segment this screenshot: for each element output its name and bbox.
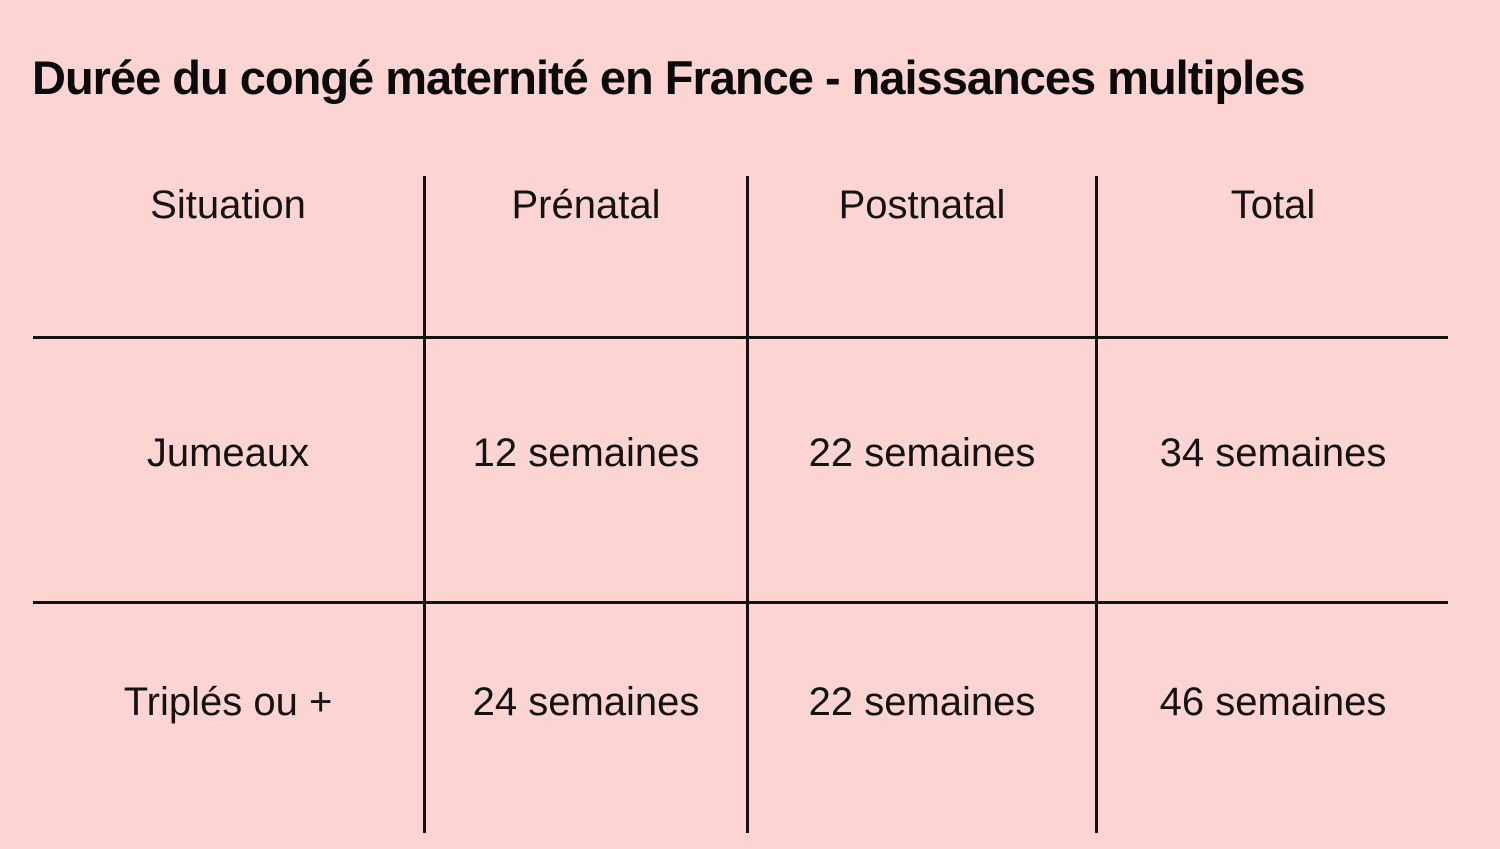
row-triples-total: 46 semaines [1159,679,1387,724]
page-title: Durée du congé maternité en France - naissances multiples [32,51,1305,104]
row-jumeaux-prenatal: 12 semaines [472,430,700,475]
data-row-divider [33,601,1448,604]
row-jumeaux-situation: Jumeaux [146,430,310,475]
row-triples-postnatal: 22 semaines [808,679,1036,724]
row-triples-situation: Triplés ou + [123,679,333,724]
row-jumeaux-postnatal: 22 semaines [808,430,1036,475]
row-triples-prenatal: 24 semaines [472,679,700,724]
column-header-prenatal: Prénatal [511,182,661,227]
column-header-postnatal: Postnatal [838,182,1006,227]
column-header-total: Total [1230,182,1316,227]
column-header-situation: Situation [150,182,306,227]
header-row-divider [33,336,1448,339]
row-jumeaux-total: 34 semaines [1159,430,1387,475]
